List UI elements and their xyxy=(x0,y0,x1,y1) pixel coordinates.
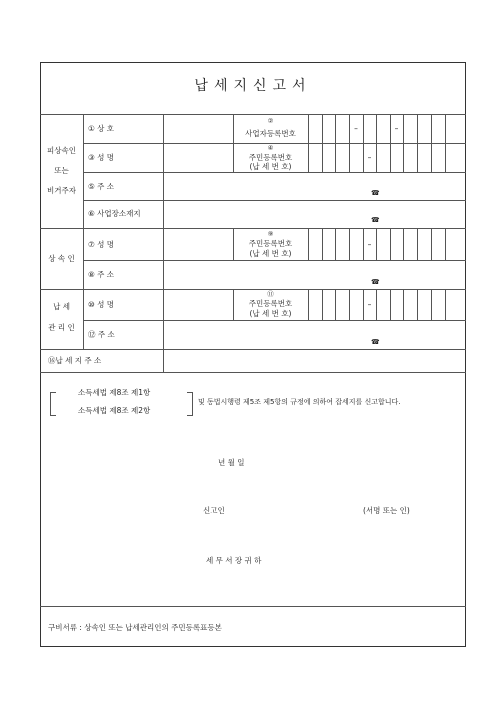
dash-biz-2: – xyxy=(394,124,399,133)
section-taxpayer-1: 피상속인 xyxy=(47,146,76,155)
field-address-12: ⑫ 주 소 xyxy=(88,330,115,339)
field-address-8: ⑧ 주 소 xyxy=(88,270,114,279)
id-label-resident-4: 주민등록번호 xyxy=(248,153,293,162)
bracket-right xyxy=(187,392,193,416)
phone-icon: ☎ xyxy=(371,338,380,346)
tax-office-addressee: 세 무 서 장 귀 하 xyxy=(206,556,262,565)
signature-label: (서명 또는 인) xyxy=(363,506,410,515)
dash-resident-9: – xyxy=(367,240,372,249)
id-label-resident-9: 주민등록번호 xyxy=(248,239,293,248)
phone-icon: ☎ xyxy=(371,278,380,286)
bracket-left xyxy=(50,392,56,416)
field-business-location: ⑥ 사업장소재지 xyxy=(88,209,141,218)
id-label-tax-number-9: (납 세 번 호) xyxy=(249,249,292,258)
section-manager-2: 관 리 인 xyxy=(48,323,75,332)
section-manager-1: 납 세 xyxy=(53,302,70,311)
field-name-3: ③ 성 명 xyxy=(88,153,114,162)
law-article-2: 소득세법 제8조 제2항 xyxy=(78,406,151,415)
field-name-7: ⑦ 성 명 xyxy=(88,240,114,249)
id-label-resident-11: 주민등록번호 xyxy=(248,299,293,308)
section-taxpayer-2: 또는 xyxy=(54,166,69,175)
field-address-5: ⑤ 주 소 xyxy=(88,182,114,191)
id-label-4-num: ④ xyxy=(267,144,274,152)
phone-icon: ☎ xyxy=(371,189,380,197)
section-taxpayer-3: 비거주자 xyxy=(47,186,76,195)
dash-biz-1: – xyxy=(354,124,358,133)
field-name-10: ⑩ 성 명 xyxy=(88,300,114,309)
id-label-business-number: 사업자등록번호 xyxy=(245,129,296,138)
required-documents: 구비서류 : 상속인 또는 납세관리인의 주민등록표등본 xyxy=(48,623,222,632)
field-trade-name: ① 상 호 xyxy=(88,124,114,133)
date-line: 년 월 일 xyxy=(218,458,245,467)
section-heir: 상 속 인 xyxy=(48,254,75,263)
declaration-text: 및 동법시행령 제5조 제5항의 규정에 의하여 잡세지를 신고합니다. xyxy=(198,398,401,406)
id-label-tax-number-4: (납 세 번 호) xyxy=(249,162,292,171)
law-article-1: 소득세법 제8조 제1항 xyxy=(78,388,151,397)
phone-icon: ☎ xyxy=(371,216,380,224)
form-title: 납세지신고서 xyxy=(194,78,312,94)
field-tax-address: ⑯납 세 지 주 소 xyxy=(48,356,102,365)
id-label-9-num: ⑨ xyxy=(267,230,274,238)
dash-resident-4: – xyxy=(367,153,372,162)
declarant-label: 신고인 xyxy=(203,506,225,515)
id-label-tax-number-11: (납 세 번 호) xyxy=(249,309,292,318)
id-label-2-num: ② xyxy=(267,117,274,125)
dash-resident-11: – xyxy=(367,300,372,309)
id-label-11-num: ⑪ xyxy=(267,290,274,298)
